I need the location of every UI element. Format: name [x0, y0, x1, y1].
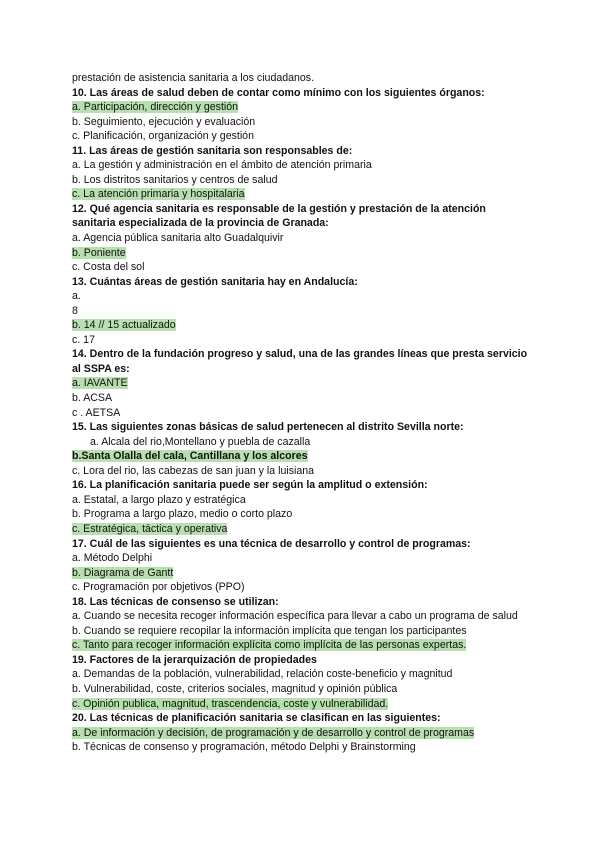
answer-19-a: a. Demandas de la población, vulnerabilidad, relación coste-beneficio y magnitud: [72, 668, 453, 681]
answer-15-c: c. Lora del rio, las cabezas de san juan y la luisiana: [72, 464, 315, 477]
question-12: 12. Qué agencia sanitaria es responsable de la gestión y prestación de la atención sanitaria especializada de la provincia de Granada:: [72, 202, 486, 230]
answer-15-b-highlighted: b.Santa Olalla del cala, Cantillana y los alcores: [72, 450, 308, 463]
answer-11-c-highlighted: c. La atención primaria y hospitalaria: [72, 188, 245, 201]
answer-11-b: b. Los distritos sanitarios y centros de salud: [72, 173, 278, 186]
answer-16-a: a. Estatal, a largo plazo y estratégica: [72, 493, 246, 506]
answer-10-c: c. Planificación, organización y gestión: [72, 130, 254, 143]
question-13: 13. Cuántas áreas de gestión sanitaria hay en Andalucía:: [72, 275, 358, 288]
question-19: 19. Factores de la jerarquización de propiedades: [72, 653, 317, 666]
answer-14-b: b. ACSA: [72, 392, 113, 405]
question-18: 18. Las técnicas de consenso se utilizan:: [72, 595, 279, 608]
answer-12-c: c. Costa del sol: [72, 261, 145, 274]
answer-18-b: b. Cuando se requiere recopilar la información implícita que tengan los participantes: [72, 624, 467, 637]
answer-17-a: a. Método Delphi: [72, 552, 153, 565]
question-10: 10. Las áreas de salud deben de contar como mínimo con los siguientes órganos:: [72, 86, 485, 99]
answer-11-a: a. La gestión y administración en el ámbito de atención primaria: [72, 159, 372, 172]
quiz-content: [72, 71, 532, 755]
question-16: 16. La planificación sanitaria puede ser según la amplitud o extensión:: [72, 479, 428, 492]
answer-16-c-highlighted: c. Estratégica, táctica y operativa: [72, 522, 228, 535]
answer-13-a: a.: [72, 290, 81, 303]
answer-17-b-highlighted: b. Diagrama de Gantt: [72, 566, 174, 579]
answer-17-c: c. Programación por objetivos (PPO): [72, 581, 245, 594]
answer-13-a-value: 8: [72, 304, 78, 317]
answer-13-b-highlighted: b. 14 // 15 actualizado: [72, 319, 176, 332]
answer-16-b: b. Programa a largo plazo, medio o corto plazo: [72, 508, 293, 521]
question-17: 17. Cuál de las siguientes es una técnica de desarrollo y control de programas:: [72, 537, 471, 550]
answer-10-a-highlighted: a. Participación, dirección y gestión: [72, 101, 239, 114]
question-11: 11. Las áreas de gestión sanitaria son responsables de:: [72, 144, 353, 157]
answer-14-a-highlighted: a. IAVANTE: [72, 377, 128, 390]
answer-18-a: a. Cuando se necesita recoger información específica para llevar a cabo un programa de salud: [72, 610, 518, 623]
answer-12-b-highlighted: b. Poniente: [72, 246, 126, 259]
answer-15-a: a. Alcala del rio,Montellano y puebla de cazalla: [90, 435, 311, 448]
answer-19-c-highlighted: c. Opinión publica, magnitud, trascendencia, coste y vulnerabilidad.: [72, 697, 389, 710]
answer-13-c: c. 17: [72, 333, 95, 346]
question-20: 20. Las técnicas de planificación sanitaria se clasifican en las siguientes:: [72, 712, 441, 725]
question-14: 14. Dentro de la fundación progreso y salud, una de las grandes líneas que presta servicio al SSPA es:: [72, 348, 528, 375]
intro-line: prestación de asistencia sanitaria a los ciudadanos.: [72, 72, 315, 84]
answer-14-c: c . AETSA: [72, 406, 121, 419]
answer-20-a-highlighted: a. De información y decisión, de programación y de desarrollo y control de programas: [72, 726, 475, 739]
answer-20-b: b. Técnicas de consenso y programación, método Delphi y Brainstorming: [72, 741, 416, 754]
answer-18-c-highlighted: c. Tanto para recoger información explícita como implícita de las personas expertas.: [72, 639, 467, 652]
answer-12-a: a. Agencia pública sanitaria alto Guadalquivir: [72, 232, 284, 245]
answer-19-b: b. Vulnerabilidad, coste, criterios sociales, magnitud y opinión pública: [72, 682, 398, 695]
question-15: 15. Las siguientes zonas básicas de salud pertenecen al distrito Sevilla norte:: [72, 421, 464, 434]
answer-10-b: b. Seguimiento, ejecución y evaluación: [72, 115, 256, 128]
